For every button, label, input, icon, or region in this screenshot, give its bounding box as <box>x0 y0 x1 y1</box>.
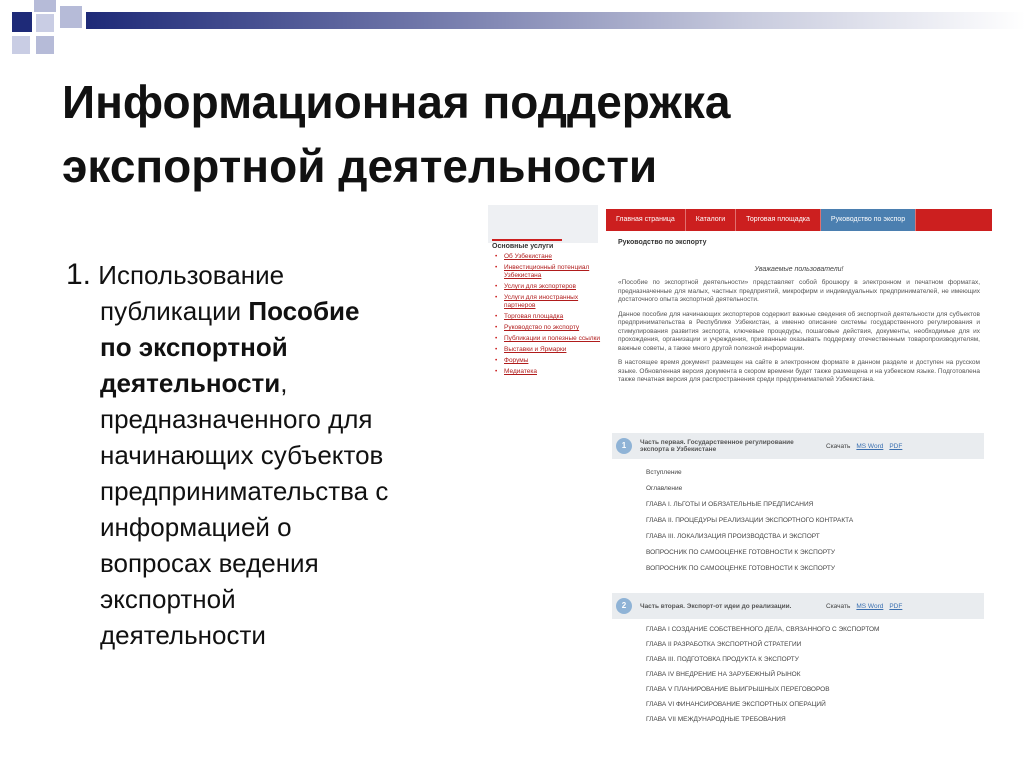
sidebar-link[interactable]: • Выставки и Ярмарки <box>504 346 602 354</box>
sidebar-link[interactable]: • Услуги для иностранных партнеров <box>504 294 602 310</box>
chapter-link[interactable]: ГЛАВА IV ВНЕДРЕНИЕ НА ЗАРУБЕЖНЫЙ РЫНОК <box>646 671 801 678</box>
word-download-link[interactable]: MS Word <box>856 602 884 610</box>
prefix-text: публикации <box>100 296 242 326</box>
decor-square <box>36 14 54 32</box>
chapter-link[interactable]: Вступление <box>646 469 682 476</box>
website-screenshot <box>488 205 992 727</box>
body-line: начинающих субъектов <box>100 440 384 470</box>
part-2 <box>612 593 984 724</box>
download-label: Скачать <box>826 442 851 450</box>
bold-text-3: деятельности <box>100 368 281 398</box>
sidebar-link[interactable]: • Форумы <box>504 357 602 365</box>
lead-text: Использование <box>98 260 285 290</box>
main-title: Руководство по экспорту <box>618 239 707 246</box>
title-line-1: Информационная поддержка <box>62 76 731 128</box>
word-download-link[interactable]: MS Word <box>856 442 884 450</box>
chapter-link[interactable]: ВОПРОСНИК ПО САМООЦЕНКЕ ГОТОВНОСТИ К ЭКСПОРТУ <box>646 549 835 556</box>
site-sidebar <box>492 239 602 376</box>
chapter-link[interactable]: ГЛАВА III. ЛОКАЛИЗАЦИЯ ПРОИЗВОДСТВА И ЭКСПОРТ <box>646 533 820 540</box>
chapter-link[interactable]: ГЛАВА I СОЗДАНИЕ СОБСТВЕННОГО ДЕЛА, СВЯЗАННОГО С ЭКСПОРТОМ <box>646 626 880 633</box>
nav-item-active[interactable]: Руководство по экспор <box>821 209 916 231</box>
pdf-download-link[interactable]: PDF <box>889 442 903 450</box>
sidebar-link[interactable]: • Об Узбекистане <box>504 253 602 261</box>
part-title: Часть вторая. Экспорт-от идеи до реализации. <box>640 602 792 610</box>
site-main <box>618 239 980 391</box>
part-2-header <box>612 593 984 619</box>
slide-title <box>62 70 962 198</box>
chapter-link[interactable]: ГЛАВА II РАЗРАБОТКА ЭКСПОРТНОЙ СТРАТЕГИИ <box>646 641 802 648</box>
body-line: информацией о <box>100 512 292 542</box>
download-label: Скачать <box>826 602 851 610</box>
body-line: предназначенного для <box>100 404 373 434</box>
site-logo-area <box>488 205 598 243</box>
comma: , <box>280 368 288 398</box>
chapter-link[interactable]: ГЛАВА VI ФИНАНСИРОВАНИЕ ЭКСПОРТНЫХ ОПЕРАЦИЙ <box>646 701 826 708</box>
body-line: экспортной <box>100 584 236 614</box>
body-line: предпринимательства с <box>100 476 389 506</box>
sidebar-link[interactable]: • Торговая площадка <box>504 313 602 321</box>
site-nav <box>606 209 992 231</box>
nav-item[interactable]: Главная страница <box>606 209 686 231</box>
sidebar-link[interactable]: • Руководство по экспорту <box>504 324 602 332</box>
chapter-link[interactable]: ГЛАВА III. ПОДГОТОВКА ПРОДУКТА К ЭКСПОРТУ <box>646 656 799 663</box>
body-line: деятельности <box>100 620 266 650</box>
part-1-header <box>612 433 984 459</box>
paragraph: В настоящее время документ размещен на сайте в электронном формате в данном разделе и доступен на русском языке. Обновленная версия документа в скором времени будет также размещена и на узбекском языке. Подготовлена также печатная версия для распространения среди предпринимателей Узбекистана. <box>618 359 980 383</box>
bold-text-1: Пособие <box>248 296 360 326</box>
sidebar-link[interactable]: • Услуги для экспортеров <box>504 283 602 291</box>
part-title: Часть первая. Государственное регулирование экспорта в Узбекистане <box>640 439 794 453</box>
chapter-link[interactable]: ГЛАВА V ПЛАНИРОВАНИЕ ВЫИГРЫШНЫХ ПЕРЕГОВОРОВ <box>646 686 830 693</box>
item-number: 1. <box>66 258 92 291</box>
part-number: 1 <box>616 438 632 454</box>
decor-square <box>36 36 54 54</box>
pdf-download-link[interactable]: PDF <box>889 602 903 610</box>
chapter-link[interactable]: ВОПРОСНИК ПО САМООЦЕНКЕ ГОТОВНОСТИ К ЭКСПОРТУ <box>646 565 835 572</box>
decor-square <box>12 36 30 54</box>
sidebar-link[interactable]: • Публикации и полезные ссылки <box>504 335 602 343</box>
sidebar-link[interactable]: • Инвестиционный потенциал Узбекистана <box>504 264 602 280</box>
slide-body <box>66 257 486 653</box>
sidebar-link[interactable]: • Медиатека <box>504 368 602 376</box>
greeting: Уважаемые пользователи! <box>754 266 844 273</box>
nav-item[interactable]: Торговая площадка <box>736 209 821 231</box>
bold-text-2: по экспортной <box>100 332 288 362</box>
part-number: 2 <box>616 598 632 614</box>
paragraph: «Пособие по экспортной деятельности» представляет собой брошюру в электронном и печатном форматах, предназначенные для малых, частных предприятий, микрофирм и индивидуальных предпринимателей, не имеющих достаточного опыта экспортной деятельности. <box>618 279 980 303</box>
chapter-link[interactable]: ГЛАВА II. ПРОЦЕДУРЫ РЕАЛИЗАЦИИ ЭКСПОРТНОГО КОНТРАКТА <box>646 517 854 524</box>
chapter-link[interactable]: Оглавление <box>646 485 683 492</box>
decor-square <box>34 0 56 12</box>
part-1 <box>612 433 984 571</box>
decor-square <box>12 12 32 32</box>
chapter-link[interactable]: ГЛАВА VII МЕЖДУНАРОДНЫЕ ТРЕБОВАНИЯ <box>646 716 786 723</box>
chapter-link[interactable]: ГЛАВА I. ЛЬГОТЫ И ОБЯЗАТЕЛЬНЫЕ ПРЕДПИСАНИЯ <box>646 501 814 508</box>
paragraph: Данное пособие для начинающих экспортеров содержит важные сведения об экспортной деятельности для субъектов предпринимательства в Республике Узбекистан, а именно описание системы государственного регулирования и стимулирования развития экспорта, ключевые процедуры, пошаговые действия, документы, необходимые для их прохождения, организации и учреждения, призванные оказывать поддержку отечественным товаропроизводителям, важные советы, а также много другой полезной информации. <box>618 310 980 352</box>
body-line: вопросах ведения <box>100 548 319 578</box>
decor-line <box>86 12 1024 29</box>
nav-item[interactable]: Каталоги <box>686 209 736 231</box>
sidebar-title: Основные услуги <box>492 239 562 250</box>
decor-square <box>60 6 82 28</box>
title-line-2: экспортной деятельности <box>62 140 658 192</box>
